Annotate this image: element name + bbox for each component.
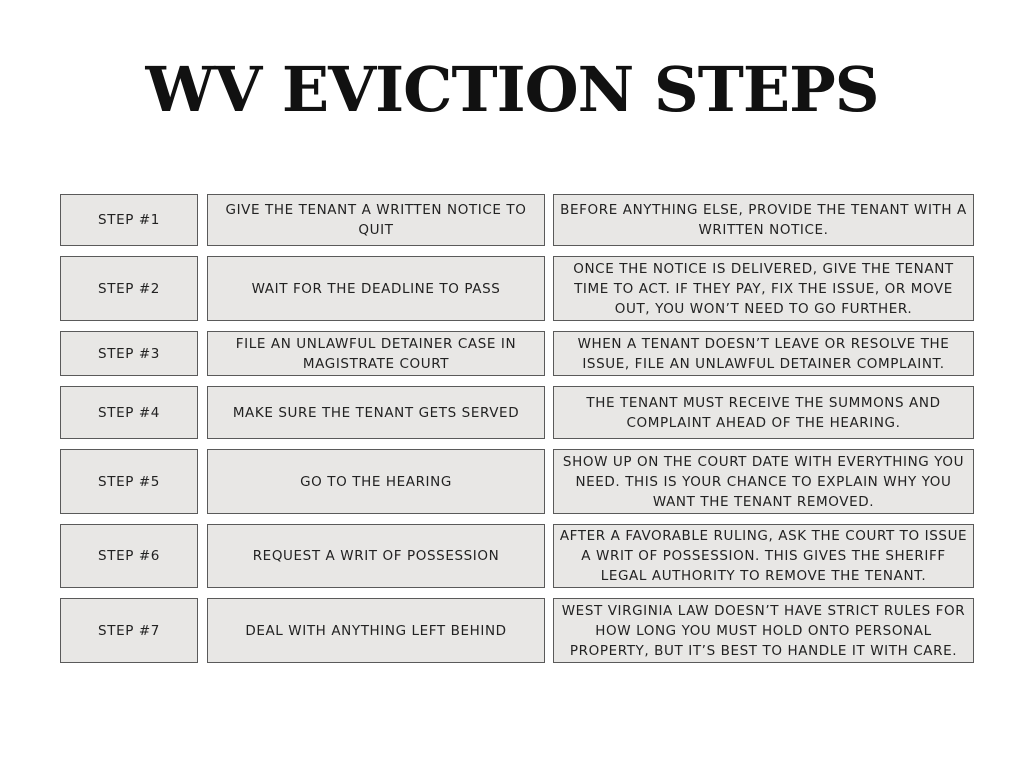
step-number-cell: STEP #5 (60, 449, 198, 514)
step-number-cell: STEP #2 (60, 256, 198, 321)
step-action-cell: GIVE THE TENANT A WRITTEN NOTICE TO QUIT (207, 194, 545, 246)
step-detail-cell: AFTER A FAVORABLE RULING, ASK THE COURT TO ISSUE A WRIT OF POSSESSION. THIS GIVES THE SHERIFF LEGAL AUTHORITY TO REMOVE THE TENANT. (553, 524, 974, 588)
step-detail-cell: WHEN A TENANT DOESN’T LEAVE OR RESOLVE THE ISSUE, FILE AN UNLAWFUL DETAINER COMPLAINT. (553, 331, 974, 376)
step-action-cell: FILE AN UNLAWFUL DETAINER CASE IN MAGISTRATE COURT (207, 331, 545, 376)
step-number-cell: STEP #7 (60, 598, 198, 663)
step-number-cell: STEP #6 (60, 524, 198, 588)
step-detail-cell: SHOW UP ON THE COURT DATE WITH EVERYTHING YOU NEED. THIS IS YOUR CHANCE TO EXPLAIN WHY YOU WANT THE TENANT REMOVED. (553, 449, 974, 514)
step-detail-cell: WEST VIRGINIA LAW DOESN’T HAVE STRICT RULES FOR HOW LONG YOU MUST HOLD ONTO PERSONAL PROPERTY, BUT IT’S BEST TO HANDLE IT WITH CARE. (553, 598, 974, 663)
step-detail-cell: ONCE THE NOTICE IS DELIVERED, GIVE THE TENANT TIME TO ACT. IF THEY PAY, FIX THE ISSUE, OR MOVE OUT, YOU WON’T NEED TO GO FURTHER. (553, 256, 974, 321)
step-action-cell: GO TO THE HEARING (207, 449, 545, 514)
step-action-cell: REQUEST A WRIT OF POSSESSION (207, 524, 545, 588)
step-action-cell: MAKE SURE THE TENANT GETS SERVED (207, 386, 545, 439)
step-action-cell: DEAL WITH ANYTHING LEFT BEHIND (207, 598, 545, 663)
step-number-cell: STEP #3 (60, 331, 198, 376)
step-detail-cell: BEFORE ANYTHING ELSE, PROVIDE THE TENANT WITH A WRITTEN NOTICE. (553, 194, 974, 246)
step-action-cell: WAIT FOR THE DEADLINE TO PASS (207, 256, 545, 321)
step-number-cell: STEP #1 (60, 194, 198, 246)
step-detail-cell: THE TENANT MUST RECEIVE THE SUMMONS AND COMPLAINT AHEAD OF THE HEARING. (553, 386, 974, 439)
page-title: WV EVICTION STEPS (145, 53, 879, 126)
step-number-cell: STEP #4 (60, 386, 198, 439)
